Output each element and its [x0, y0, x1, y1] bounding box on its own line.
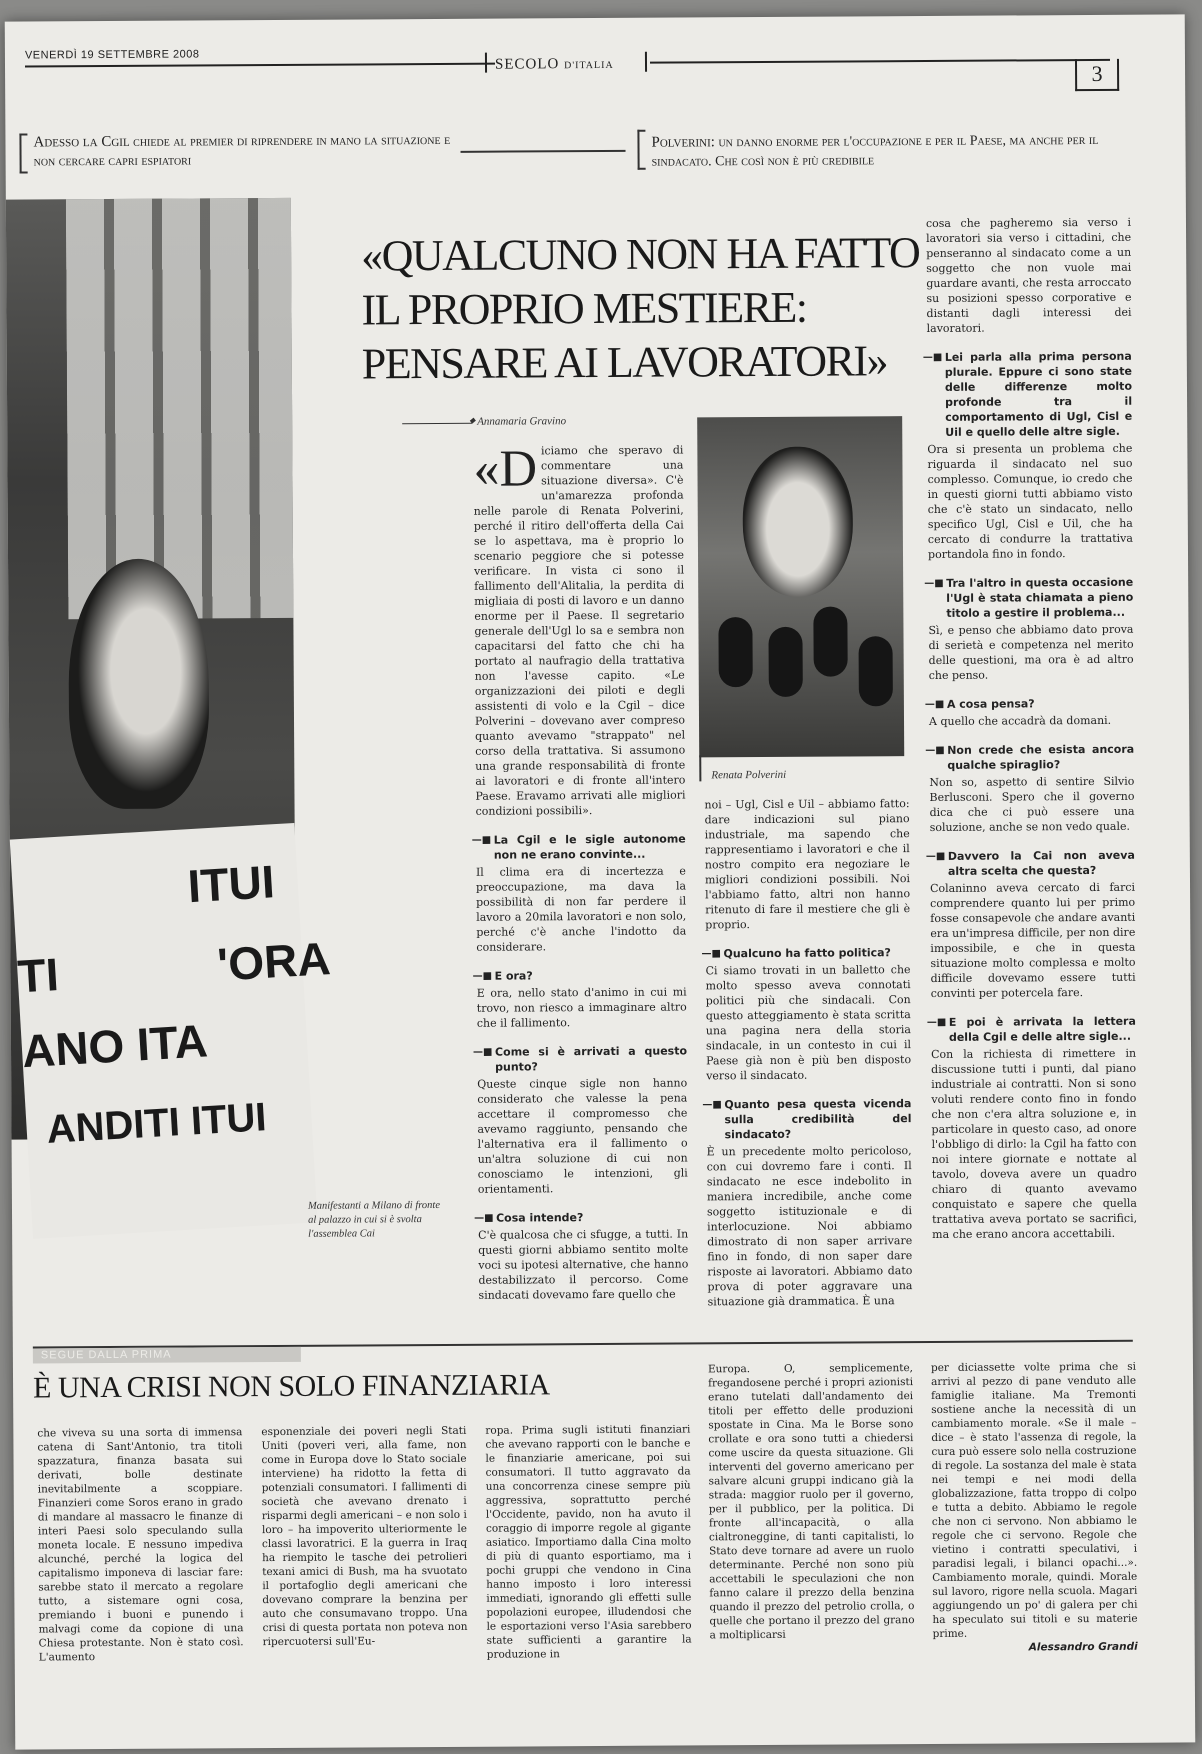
continued-tag: SEGUE DALLA PRIMA — [33, 1347, 301, 1364]
interview-question: —■ E ora? — [477, 967, 687, 983]
interview-answer: Ora si presenta un problema che riguarda il sindacato nel suo complesso. Comunque, io credo che in questi giorni tutti abbiamo visto che c'è stato un sindacato, nello specifico Ugl, Cisl e Uil, che ha cercato di condurre la trattativa portandola fino in fondo. — [927, 441, 1133, 561]
sign-text: ANO ITA — [20, 1014, 210, 1078]
masthead-rule-right — [650, 59, 1110, 64]
interview-question: —■ Davvero la Cai non aveva altra scelta che questa? — [930, 848, 1135, 879]
interview-answer: È un precedente molto pericoloso, con cui dovremo fare i conti. Il sindacato ne esce indebolito in maniera incredibile, anche come soggetto istituzionale e di interlocuzione. Noi abbiamo dimostrato di non saper arrivare fino in fondo, di non saper dare risposte ai lavoratori. Abbiamo dato prova di poter aggravare una situazione già drammatica. È una — [706, 1144, 913, 1309]
polverini-photo — [697, 416, 904, 757]
kicker-bracket — [19, 133, 27, 173]
interview-column-2 — [704, 796, 912, 1319]
article-headline: «QUALCUNO NON HA FATTO IL PROPRIO MESTIERE: PENSARE AI LAVORATORI» — [361, 228, 920, 389]
masthead-rule-left — [25, 63, 495, 68]
interview-answer: Con la richiesta di rimettere in discussione tutti i punti, dal piano industriale ai contratti. Non si sono voluti rendere conto fino in fondo che non c'era altra soluzione e, in particolare in questo caso, ad onore l'obbligo di dirlo: la Cgil ha fatto con noi intere giornate e nottate al tavolo, doveva avere un quadro chiaro di quanto avevamo conquistato e sapere che quella trattativa aveva portato se sacrifici, ma che erano ancora accettabili. — [931, 1046, 1138, 1241]
interview-question: —■ E poi è arrivata la lettera della Cgil e delle altre sigle... — [931, 1014, 1136, 1045]
interview-column-1 — [473, 442, 688, 1312]
kicker-rule — [461, 150, 626, 153]
drop-cap: «D — [473, 440, 538, 498]
kicker-right: Polverini: un danno enorme per l'occupazione e per il Paese, ma anche per il sindacato. Che così non è più credibile — [651, 132, 1099, 170]
kicker-left: Adesso la Cgil chiede al premier di riprendere in mano la situazione e non cercare capri espiatori — [33, 132, 451, 170]
protester-figure — [68, 558, 210, 809]
interview-question: —■ Quanto pesa questa vicenda sulla credibilità del sindacato? — [706, 1096, 911, 1142]
interview-question: —■ Lei parla alla prima persona plurale. Eppure ci sono state delle differenze molto profonde tra il comportamento di Ugl, Cisl e Uil e quello delle altre sigle. — [927, 349, 1133, 440]
byline: Annamaria Gravino ◆ — [477, 415, 566, 428]
interview-answer: Il clima era di incertezza e preoccupazione, ma dava la possibilità di non far perdere il lavoro a 20mila lavoratori e non solo, perché c'è anche l'indotto da considerare. — [475, 864, 687, 954]
editorial-column-2: esponenziale dei poveri negli Stati Uniti (poveri veri, alla fame, non come in Europa dove lo Stato sociale interviene) ha ridotto la fetta di potenziali consumatori. I fallimenti di società che avevano drenato i risparmi degli americani – e non solo i loro – ha impoverito ulteriormente le classi lavoratrici. E la guerra in Iraq ha riempito le tasche dei petrolieri texani amici di Bush, ma ha svuotato il portafoglio degli americani che dovevano comprare la benzina per auto che consumavano troppo. Una crisi di questa portata non poteva non ripercuotersi sull'Eu- — [261, 1424, 468, 1649]
issue-date: VENERDÌ 19 SETTEMBRE 2008 — [24, 48, 200, 62]
protest-photo — [6, 198, 332, 1152]
interview-answer: Sì, e penso che abbiamo dato prova di serietà e competenza nel merito delle questioni, ma ora è ad altro che penso. — [928, 622, 1134, 682]
interview-answer: noi – Ugl, Cisl e Uil – abbiamo fatto: dare indicazioni sul piano industriale, ma sapendo che rappresentiamo i lavoratori e che il nostro compito era negoziare le migliori condizioni possibili. Noi l'abbiamo fatto, altri non hanno ritenuto di fare il mestiere che gli è proprio. — [704, 797, 911, 932]
protest-sign — [10, 823, 332, 1239]
microphone-icon — [859, 636, 893, 706]
interview-answer: E ora, nello stato d'animo in cui mi trovo, non riesco a immaginare altro che il fallimento. — [476, 985, 687, 1030]
sign-text: TI — [16, 948, 61, 1003]
editorial-text: per diciassette volte prima che si arrivi al pezzo di pane venduto alle famiglie italiane. Ma Tremonti sostiene anche la necessità di un cambiamento morale. «Se il male – dice – è stato l'assenza di regole, la cura può essere solo nella costruzione di regole. La sostanza del male è stata nei tempi e nei modi della globalizzazione, fatta troppo di colpo e tutta a debito. Abbiamo le regole che non ci servono. Non abbiamo le regole che ci servono. Regole che vietino i contratti speculativi, i paradisi legali, i bilanci opachi...». Cambiamento morale, quindi. Morale sul lavoro, rigore nella scuola. Magari aggiungendo un po' di galera per chi ha speculato sui titoli e su materie prime. — [930, 1360, 1138, 1640]
interview-question: —■ A cosa pensa? — [929, 696, 1134, 712]
newspaper-title: SECOLO D'ITALIA — [494, 56, 614, 73]
editorial-column-3: ropa. Prima sugli istituti finanziari che avevano rapporti con le banche e le finanziarie americane, poi sui consumatori. Il tutto aggravato da una concorrenza cinese sempre più aggressiva, soprattutto perché l'Occidente, pavido, non ha avuto il coraggio di imporre regole al gigante asiatico. Importiamo dalla Cina molto di più di quanto esportiamo, ma i pochi gruppi che vendono in Cina hanno imposto i loro interessi immediati, ignorando gli effetti sulle popolazioni europee, illudendosi che le esportazioni verso l'Asia sarebbero state sufficienti a garantire la produzione in — [485, 1423, 692, 1661]
building-facade — [66, 198, 294, 619]
microphone-icon — [718, 617, 752, 687]
masthead-separator — [645, 52, 647, 72]
sign-text: ITUI — [186, 855, 277, 913]
interview-question: —■ Cosa intende? — [478, 1209, 688, 1225]
interview-answer: cosa che pagheremo sia verso i lavoratori sia verso i cittadini, che penseranno al sindacato come a un soggetto che non vuole mai guardare avanti, che resta arroccato su posizioni spesso corporative e distanti dagli interessi dei lavoratori. — [925, 215, 1132, 335]
photo-caption-left: Manifestanti a Milano di fronte al palazzo in cui si è svolta l'assemblea Cai — [307, 1199, 441, 1240]
author-signature: Alessandro Grandi — [1028, 1640, 1138, 1654]
editorial-column-1: che viveva su una sorta di immensa catena di Sant'Antonio, tra titoli spazzatura, finanza basata sui derivati, bolle destinate inevitabilmente a scoppiare. Finanzieri come Soros erano in grado di mandare al massacro le finanze di interi Paesi solo speculando sulla moneta locale. E nessuno impediva alcunché, perché la logica del capitalismo imponeva di lasciar fare: sarebbe stato il mercato a regolare tutto, a sistemare ogni cosa, premiando i buoni e punendo i malvagi come da copione di una Chiesa protestante. Non è stato così. L'aumento — [37, 1426, 244, 1664]
bottom-headline: È UNA CRISI NON SOLO FINANZIARIA — [32, 1368, 550, 1405]
sign-text: 'ORA — [215, 932, 332, 991]
masthead-separator — [485, 53, 487, 73]
editorial-column-4: Europa. O, semplicemente, fregandosene perché i propri azionisti erano tutelati dall'andamento dei titoli per effetto delle produzioni spostate in Cina. Ma le Borse sono crollate e ora sono tutti a chiedersi come uscire da questa situazione. Gli interventi del governo americano per salvare alcuni gruppi indicano già la strada: maggior ruolo per il governo, per il pubblico, per la politica. Di fronte all'incapacità, o alla cialtroneggine, di tanti capitalisti, lo Stato deve tornare ad avere un ruolo determinante. Perché non sono più accettabili le speculazioni che non fanno calare il prezzo della benzina quando il prezzo del petrolio crolla, o quelle che portano il prezzo del grano a moltiplicarsi — [707, 1362, 915, 1642]
interview-question: —■ Come si è arrivati a questo punto? — [477, 1043, 687, 1074]
kicker-bracket — [637, 130, 645, 170]
interview-answer: A quello che accadrà da domani. — [928, 713, 1112, 728]
interview-answer: Queste cinque sigle non hanno considerato che valesse la pena accettare il compromesso che avevamo raggiunto, pensando che l'alternativa era il fallimento o un'altra soluzione di cui non conosciamo le intenzioni, gli orientamenti. — [477, 1076, 688, 1196]
interview-answer: C'è qualcosa che ci sfugge, a tutti. In questi giorni abbiamo sentito molte voci su ipotesi alternative, che hanno destabilizzato il percorso. Come sindacati dovevamo fare quello che — [478, 1227, 689, 1302]
interview-answer: Non so, aspetto di sentire Silvio Berlusconi. Spero che il governo dica che ci può essere una soluzione, anche se non vedo quale. — [929, 774, 1135, 834]
photo-caption-right: Renata Polverini — [711, 768, 787, 782]
interview-question: —■ Non crede che esista ancora qualche spiraglio? — [929, 742, 1134, 773]
interview-column-3 — [926, 215, 1137, 1252]
editorial-column-5 — [931, 1360, 1138, 1655]
newspaper-page — [5, 14, 1196, 1749]
interview-question: —■ Qualcuno ha fatto politica? — [705, 945, 910, 961]
microphone-icon — [768, 627, 802, 697]
interview-question: —■ Tra l'altro in questa occasione l'Ugl è stata chiamata a pieno titolo a gestire il problema... — [928, 575, 1133, 621]
portrait-figure — [742, 446, 853, 597]
page-number: 3 — [1075, 59, 1119, 91]
article-intro: iciamo che speravo di commentare una situazione diversa». C'è un'amarezza profonda nelle parole di Renata Polverini, perché il ritiro dell'offerta della Cai se lo aspettava, ma è proprio lo scenario peggiore che si potesse verificare. In vista ci sono il fallimento dell'Alitalia, la perdita di migliaia di posti di lavoro e un danno enorme per il Paese. Il segretario generale dell'Ugl lo sa e sembra non capacitarsi del fatto che chi ha portato al naufragio della trattativa non l'avesse capito. «Le organizzazioni dei piloti e degli assistenti di volo e la Cgil – dice Polverini – dovevano aver compreso quanto avevamo "strappato" nel corso della trattativa. Si assumono una grande responsabilità di fronte ai lavoratori e di fronte all'intero Paese. Eravamo arrivati alle migliori condizioni possibili». — [473, 443, 686, 818]
sign-text: ANDITI ITUI — [45, 1095, 268, 1152]
interview-question: —■ La Cgil e le sigle autonome non ne erano convinte... — [476, 831, 686, 862]
microphone-icon — [813, 606, 847, 676]
interview-answer: Colaninno aveva cercato di farci comprendere quanto lui per primo fosse consapevole che andare avanti era un'impresa difficile, per non dire impossibile, e che in questa situazione molto complessa e molto difficile dovevamo essere tutti convinti per potercela fare. — [930, 880, 1136, 1000]
interview-answer: Ci siamo trovati in un balletto che molto spesso aveva connotati politici più che sindacali. Con questo atteggiamento è stata scritta una pagina nera della storia sindacale, in un contesto in cui il Paese già non è più ben disposto verso il sindacato. — [705, 963, 912, 1083]
